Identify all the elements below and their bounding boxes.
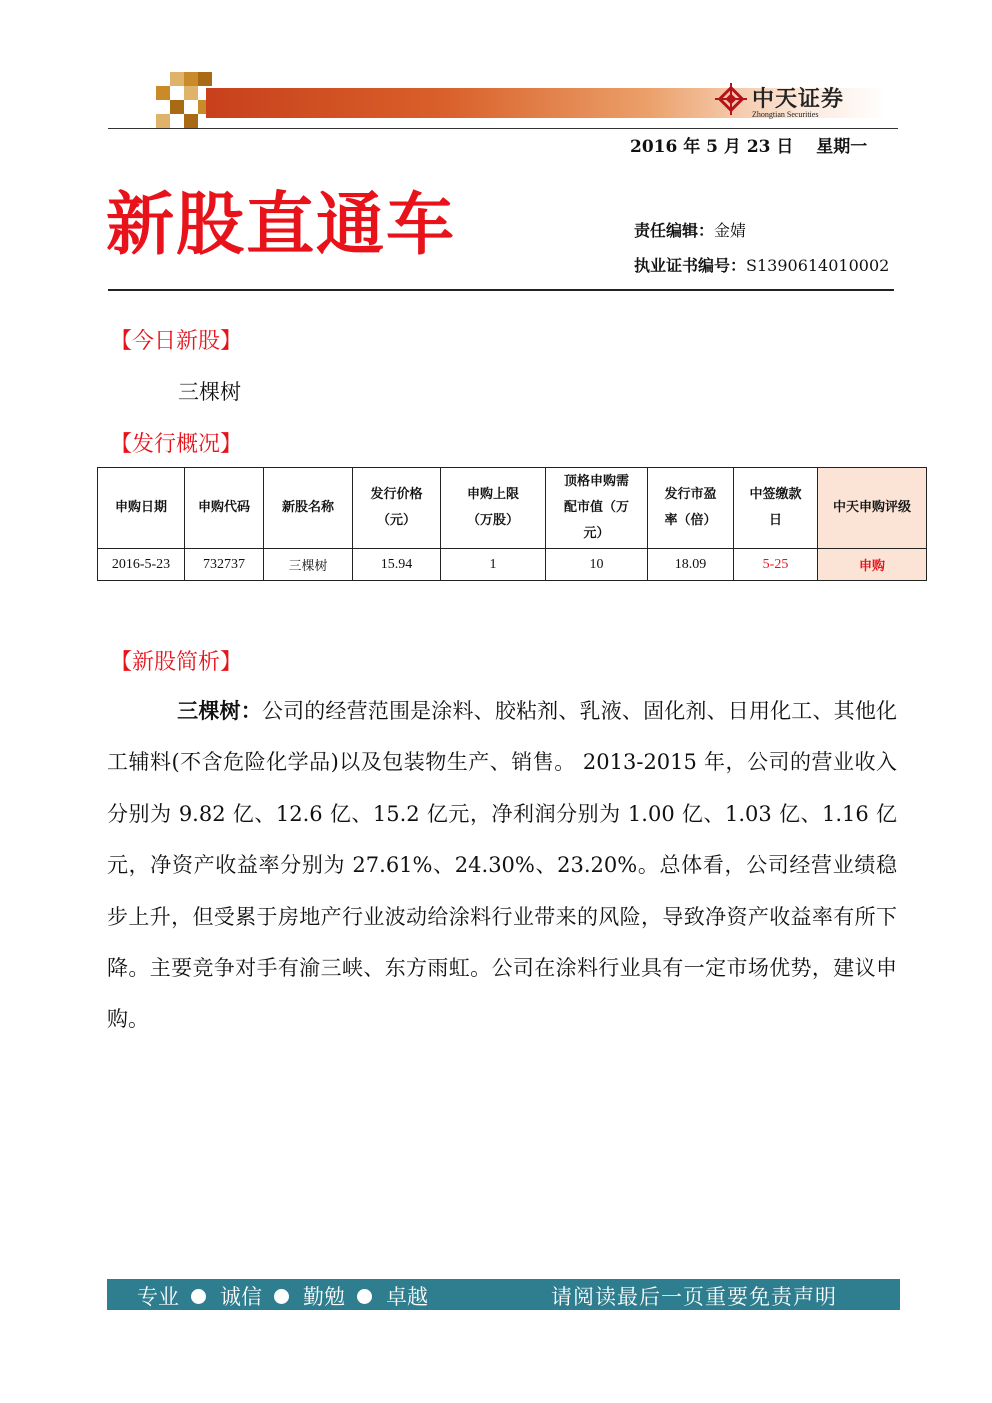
footer-bar <box>107 1279 900 1310</box>
footer-value-3: 勤勉 <box>303 1285 345 1309</box>
editor-line <box>634 218 746 241</box>
cell-market-value: 10 <box>546 549 648 581</box>
footer-value-2: 诚信 <box>220 1285 262 1309</box>
col-header-code: 申购代码 <box>185 468 264 549</box>
cert-line <box>634 253 889 276</box>
bullet-icon <box>357 1289 372 1304</box>
cell-date: 2016-5-23 <box>98 549 185 581</box>
header-banner <box>156 72 896 128</box>
cell-price: 15.94 <box>353 549 441 581</box>
cell-rating: 申购 <box>818 549 927 581</box>
col-header-limit: 申购上限 （万股） <box>441 468 546 549</box>
table-row <box>98 549 927 581</box>
logo-text-cn: 中天证券 <box>752 87 845 112</box>
page-title: 新股直通车 <box>106 186 457 265</box>
cert-code: S1390614010002 <box>746 256 890 275</box>
analysis-paragraph <box>107 686 897 1046</box>
header-rule <box>108 128 898 129</box>
editor-name: 金婧 <box>714 221 747 240</box>
analysis-text: 公司的经营范围是涂料、胶粘剂、乳液、固化剂、日用化工、其他化工辅料(不含危险化学品)以及包装物生产、销售。 2013-2015 年，公司的营业收入分别为 9.82 亿、12.6 亿、15.2 亿元，净利润分别为 1.00 亿、1.03 亿、1.16 亿元，净资产收益率分别为 27.61%、24.30%、23.20%。总体看，公司经营业绩稳步上升，但受累于房地产行业波动给涂料行业带来的风险，导致净资产收益率有所下降。主要竞争对手有渝三峡、东方雨虹。公司在涂料行业具有一定市场优势，建议申购。 <box>107 699 898 1032</box>
cell-pe: 18.09 <box>648 549 734 581</box>
logo-text-en: Zhongtian Securities <box>752 110 819 119</box>
footer-values <box>137 1281 428 1311</box>
section-overview: 【发行概况】 <box>110 432 243 457</box>
col-header-price: 发行价格 （元） <box>353 468 441 549</box>
title-rule <box>108 289 894 291</box>
cell-limit: 1 <box>441 549 546 581</box>
section-today: 【今日新股】 <box>110 329 243 354</box>
col-header-date: 申购日期 <box>98 468 185 549</box>
cert-label: 执业证书编号： <box>634 256 747 275</box>
footer-value-4: 卓越 <box>386 1285 428 1309</box>
footer-disclaimer: 请阅读最后一页重要免责声明 <box>551 1285 837 1309</box>
analysis-company: 三棵树： <box>177 699 262 723</box>
today-stock-name: 三棵树 <box>178 380 241 404</box>
col-header-rating: 中天申购评级 <box>818 468 927 549</box>
issue-table <box>97 467 927 581</box>
footer-value-1: 专业 <box>137 1285 179 1309</box>
table-header-row <box>98 468 927 549</box>
bullet-icon <box>191 1289 206 1304</box>
col-header-pe: 发行市盈 率（倍） <box>648 468 734 549</box>
logo-knot-icon <box>714 82 748 116</box>
col-header-payment-date: 中签缴款 日 <box>734 468 818 549</box>
cell-payment-date: 5-25 <box>734 549 818 581</box>
section-analysis: 【新股简析】 <box>110 650 243 675</box>
cell-name: 三棵树 <box>264 549 353 581</box>
col-header-name: 新股名称 <box>264 468 353 549</box>
report-date: 2016 年 5 月 23 日 星期一 <box>630 137 868 157</box>
cell-code: 732737 <box>185 549 264 581</box>
col-header-market-value: 顶格申购需 配市值（万 元） <box>546 468 648 549</box>
editor-label: 责任编辑： <box>634 221 715 240</box>
company-logo <box>714 80 844 126</box>
bullet-icon <box>274 1289 289 1304</box>
